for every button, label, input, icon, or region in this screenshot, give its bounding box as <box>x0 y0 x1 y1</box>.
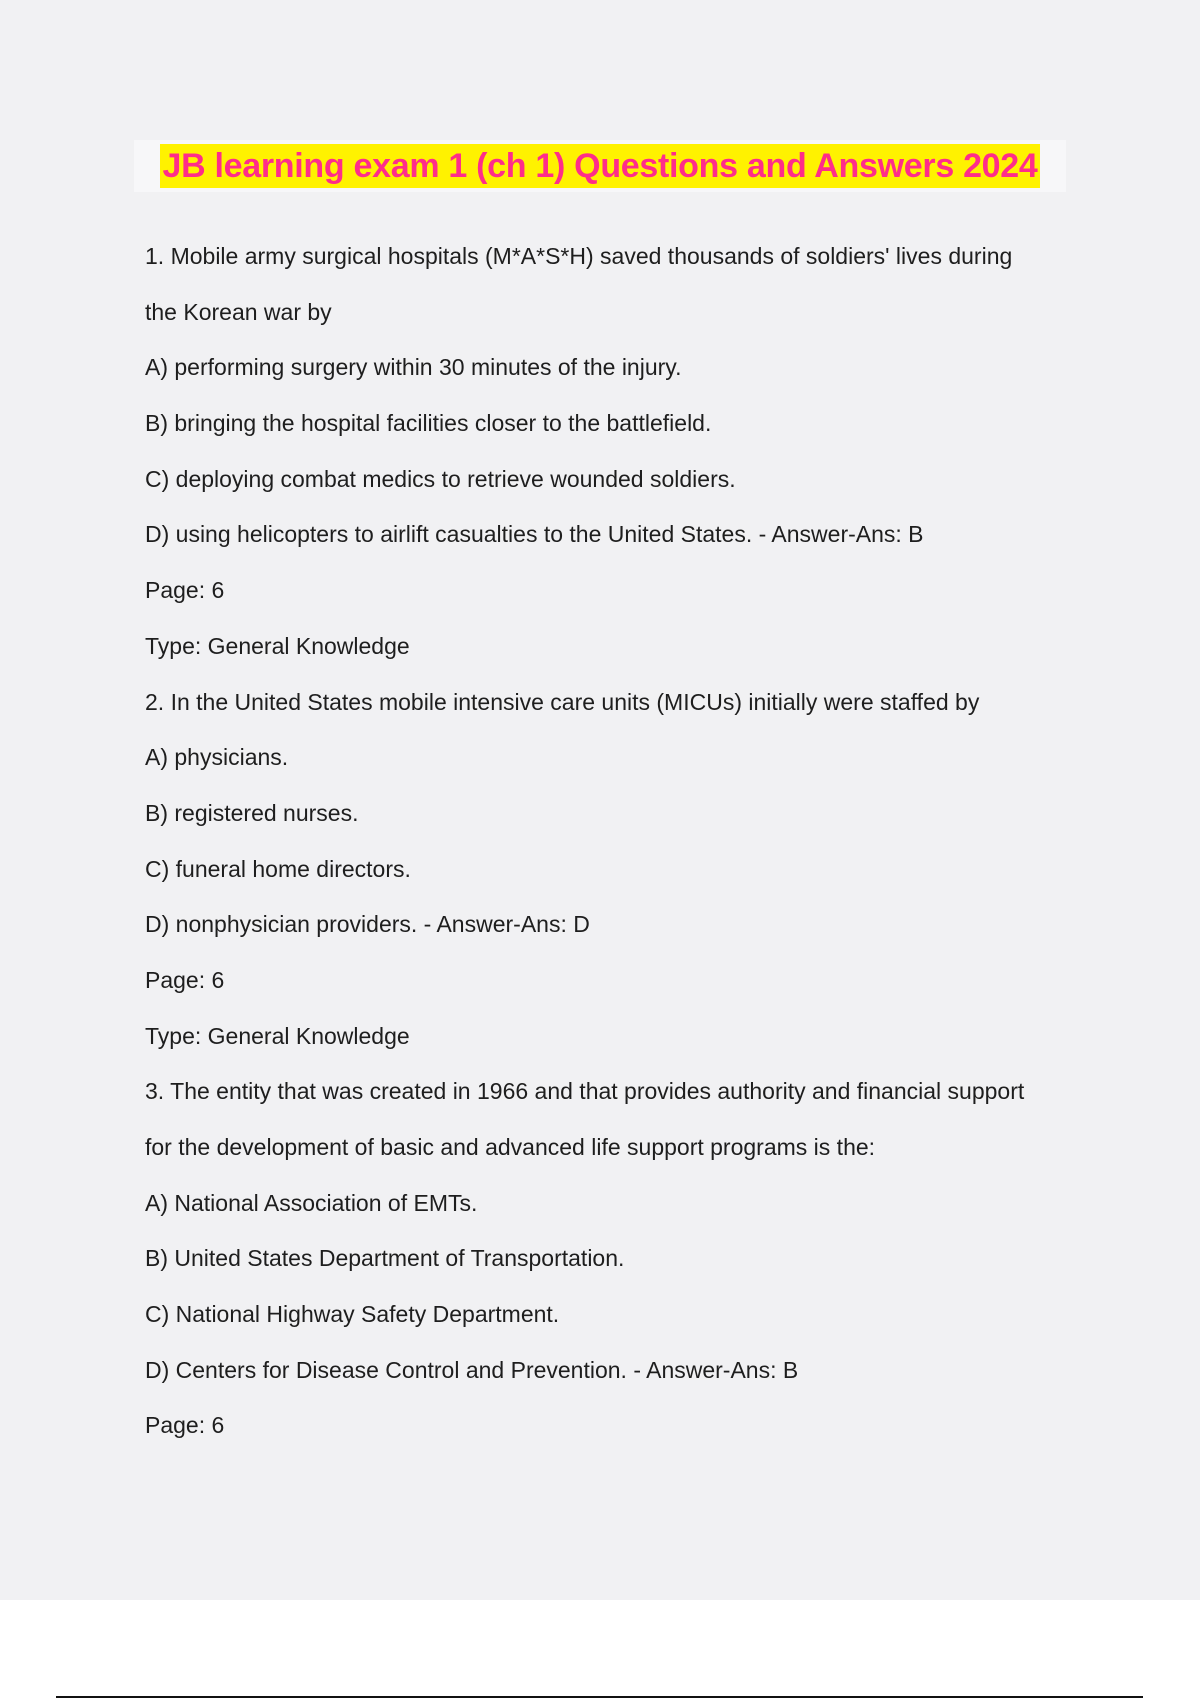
question-2-type: Type: General Knowledge <box>145 1022 410 1049</box>
question-3-option-b: B) United States Department of Transportation. <box>145 1245 625 1272</box>
title-wrapper <box>0 140 1200 192</box>
question-3-option-a: A) National Association of EMTs. <box>145 1189 478 1216</box>
question-1-option-d-answer: D) using helicopters to airlift casualties to the United States. - Answer-Ans: B <box>145 521 924 548</box>
question-2-option-d-answer: D) nonphysician providers. - Answer-Ans: D <box>145 911 590 938</box>
page-bottom-divider <box>56 1696 1143 1698</box>
question-1-type: Type: General Knowledge <box>145 632 410 659</box>
question-1-stem-line-2: the Korean war by <box>145 298 332 325</box>
title-band <box>134 140 1065 192</box>
question-2-page: Page: 6 <box>145 966 225 993</box>
document-title: JB learning exam 1 (ch 1) Questions and Answers 2024 <box>160 144 1039 188</box>
question-2-option-a: A) physicians. <box>145 744 289 771</box>
question-2-stem: 2. In the United States mobile intensive care units (MICUs) initially were staffed by <box>145 688 980 715</box>
question-3-stem-line-2: for the development of basic and advanced life support programs is the: <box>145 1134 876 1160</box>
question-3-stem-line-1: 3. The entity that was created in 1966 and that provides authority and financial support <box>145 1078 1025 1105</box>
question-2-option-c: C) funeral home directors. <box>145 855 411 882</box>
question-3-option-c: C) National Highway Safety Department. <box>145 1301 560 1328</box>
question-3-page: Page: 6 <box>145 1412 225 1439</box>
question-1-option-b: B) bringing the hospital facilities closer to the battlefield. <box>145 410 712 437</box>
question-3-option-d-answer: D) Centers for Disease Control and Prevention. - Answer-Ans: B <box>145 1356 799 1383</box>
document-body <box>145 229 1085 1454</box>
question-1-page: Page: 6 <box>145 577 225 604</box>
question-1-option-a: A) performing surgery within 30 minutes of the injury. <box>145 354 682 381</box>
question-1-option-c: C) deploying combat medics to retrieve wounded soldiers. <box>145 465 736 492</box>
question-2-option-b: B) registered nurses. <box>145 799 359 826</box>
question-1-stem-line-1: 1. Mobile army surgical hospitals (M*A*S*H) saved thousands of soldiers' lives during <box>145 243 1013 269</box>
